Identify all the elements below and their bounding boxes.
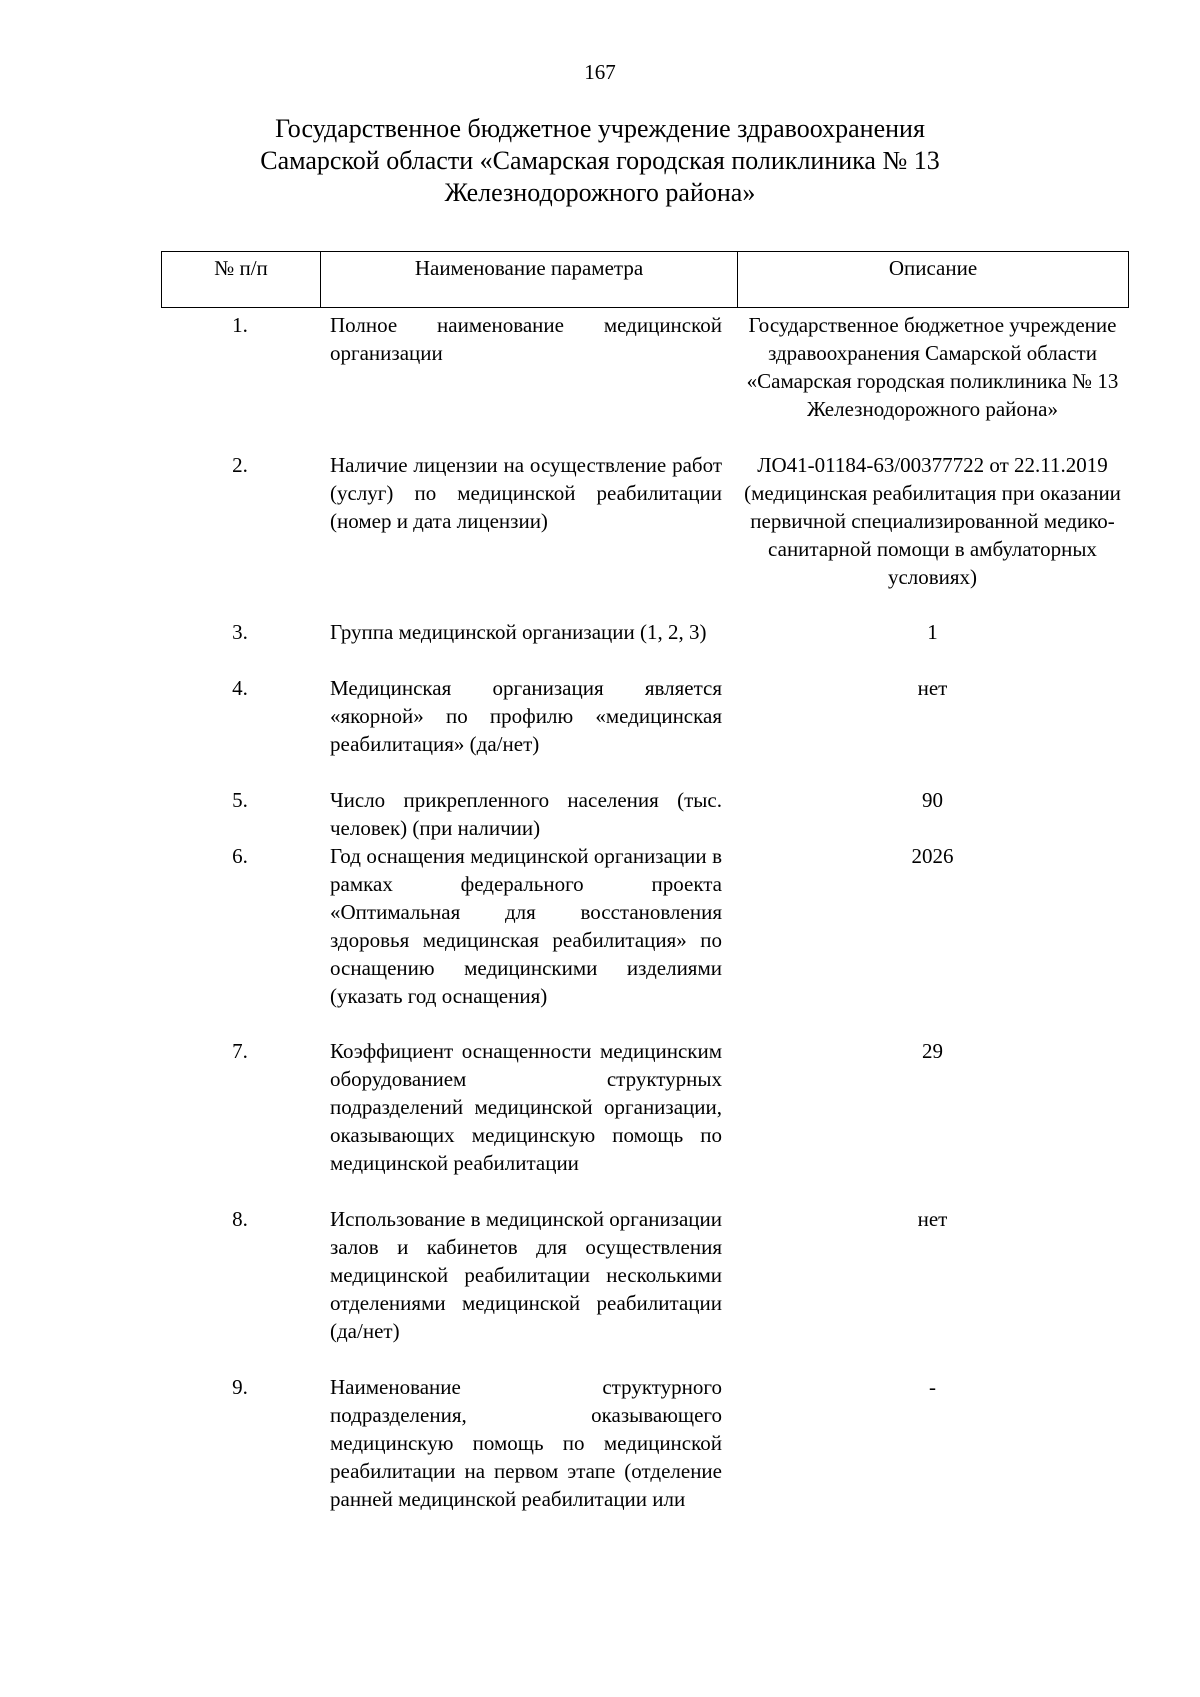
row-parameter: Наличие лицензии на осуществление работ (услуг) по медицинской реабилитации (номер и дата лицензии) [330, 453, 722, 533]
row-number: 5. [232, 788, 248, 812]
row-parameter: Группа медицинской организации (1, 2, 3) [330, 620, 707, 644]
row-parameter: Использование в медицинской организации залов и кабинетов для осуществления медицинской реабилитации несколькими отделениями медицинской реабилитации (да/нет) [330, 1207, 723, 1343]
row-number: 6. [232, 844, 248, 868]
title-line-3: Железнодорожного района» [444, 178, 756, 207]
row-number: 2. [232, 453, 248, 477]
row-parameter: Наименование структурного подразделения, оказывающего медицинскую помощь по медицинской реабилитации на первом этапе (отделение ранней медицинской реабилитации или [330, 1375, 722, 1511]
row-description: 1 [927, 620, 938, 644]
row-parameter: Медицинская организация является «якорной» по профилю «медицинская реабилитация» (да/нет) [330, 676, 722, 756]
header-parameter: Наименование параметра [320, 252, 737, 307]
row-number: 8. [232, 1207, 248, 1231]
document-title [0, 113, 1200, 209]
row-description: нет [917, 1207, 948, 1231]
row-parameter: Число прикрепленного населения (тыс. человек) (при наличии) [330, 788, 722, 840]
row-number: 3. [232, 620, 248, 644]
row-parameter: Коэффициент оснащенности медицинским оборудованием структурных подразделений медицинской организации, оказывающих медицинскую помощь по медицинской реабилитации [330, 1039, 722, 1175]
row-parameter: Год оснащения медицинской организации в рамках федерального проекта «Оптимальная для восстановления здоровья медицинская реабилитация» по оснащению медицинскими изделиями (указать год оснащения) [330, 844, 722, 1008]
page-number: 167 [584, 60, 616, 84]
title-line-2: Самарской области «Самарская городская поликлиника № 13 [260, 146, 940, 175]
row-number: 9. [232, 1375, 248, 1399]
header-description: Описание [737, 252, 1128, 307]
row-description: 2026 [911, 844, 954, 868]
table-header [161, 251, 1129, 308]
row-description: 90 [922, 788, 943, 812]
row-description: нет [917, 676, 948, 700]
row-description: Государственное бюджетное учреждение здравоохранения Самарской области «Самарская городская поликлиника № 13 Железнодорожного района» [746, 313, 1119, 421]
header-number: № п/п [214, 256, 268, 280]
row-number: 4. [232, 676, 248, 700]
row-number: 7. [232, 1039, 248, 1063]
row-description: ЛО41-01184-63/00377722 от 22.11.2019 (медицинская реабилитация при оказании первичной специализированной медико-санитарной помощи в амбулаторных условиях) [744, 453, 1121, 589]
row-description: 29 [922, 1039, 943, 1063]
title-line-1: Государственное бюджетное учреждение здравоохранения [275, 114, 925, 143]
row-parameter: Полное наименование медицинской организации [330, 313, 722, 365]
row-description: - [929, 1375, 936, 1399]
row-number: 1. [232, 313, 248, 337]
